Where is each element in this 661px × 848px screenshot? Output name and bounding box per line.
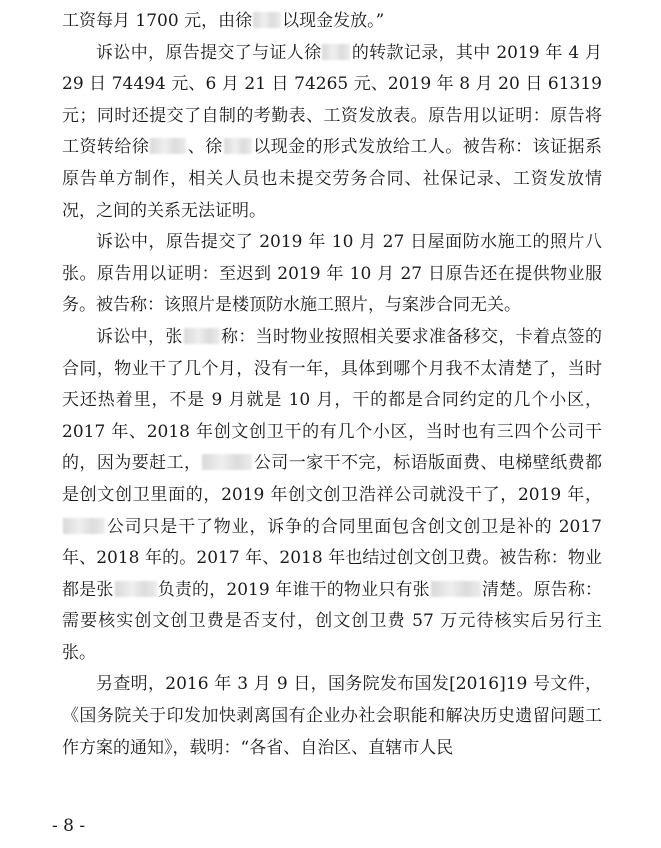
text-segment: 的转款记录，其中 2019 年 4 月 29 日 74494 元、6 月 21 日 74265 元、2019 年 8 月 20 日 61319 元；同时还提交了自制的考勤表、工资发放表。原告用以证明：原告将工资转给徐: [62, 42, 602, 158]
text-segment: 另查明，2016 年 3 月 9 日，国务院发布国发[2016]19 号文件，《国务院关于印发加快剥离国有企业办社会职能和解决历史遗留问题工作方案的通知》，载明：“各省、自治区、直辖市人民: [62, 674, 602, 758]
redacted-name: [322, 44, 350, 60]
text-segment: 以现金发放。”: [282, 11, 385, 31]
redacted-name: [253, 12, 281, 28]
body-text: [62, 6, 602, 764]
redacted-name: [202, 454, 252, 470]
text-segment: 称：当时物业按照相关要求准备移交，卡着点签的合同，物业干了几个月，没有一年，具体到哪个月我不太清楚了，当时天还热着里，不是 9 月就是 10 月，干的都是合同约定的几个小区，2017 年、2018 年创文创卫干的有几个小区，当时也有三四个公司干的，因为要赶工，: [62, 326, 603, 474]
text-segment: 公司一家干不完，标语版面费、电梯壁纸费都是创文创卫里面的，2019 年创文创卫浩祥公司就没干了，2019 年，: [62, 453, 603, 505]
text-segment: 诉讼中，原告提交了 2019 年 10 月 27 日屋面防水施工的照片八张。原告用以证明：至迟到 2019 年 10 月 27 日原告还在提供物业服务。被告称：该照片是楼顶防水施工照片，与案涉合同无关。: [62, 232, 602, 316]
text-segment: 、徐: [187, 137, 223, 158]
redacted-name: [150, 138, 186, 154]
redacted-name: [224, 138, 252, 154]
text-segment: 以现金的形式发放给工人。被告称：该证据系原告单方制作，相关人员也未提交劳务合同、社保记录、工资发放情况，之间的关系无法证明。: [62, 137, 603, 221]
text-segment: 负责的，2019 年谁干的物业只有张: [157, 579, 430, 600]
text-segment: 公司只是干了物业，诉争的合同里面包含创文创卫是补的 2017 年、2018 年的。2017 年、2018 年也结过创文创卫费。被告称：物业都是张: [62, 516, 602, 600]
paragraph-4: [62, 322, 602, 670]
page-number: - 8 -: [52, 816, 86, 836]
redacted-name: [184, 328, 220, 344]
paragraph-1: [62, 6, 602, 38]
paragraph-3: [62, 227, 602, 322]
text-segment: 诉讼中，张: [96, 326, 183, 347]
redacted-name: [63, 518, 105, 534]
paragraph-2: [62, 38, 602, 228]
text-segment: 清楚。原告称：需要核实创文创卫费是否支付，创文创卫费 57 万元待核实后另行主张。: [62, 579, 603, 663]
redacted-name: [431, 581, 481, 597]
text-segment: 工资每月 1700 元，由徐: [62, 11, 253, 31]
text-segment: 诉讼中，原告提交了与证人徐: [96, 42, 322, 63]
paragraph-5: [62, 669, 602, 764]
redacted-name: [115, 581, 157, 597]
